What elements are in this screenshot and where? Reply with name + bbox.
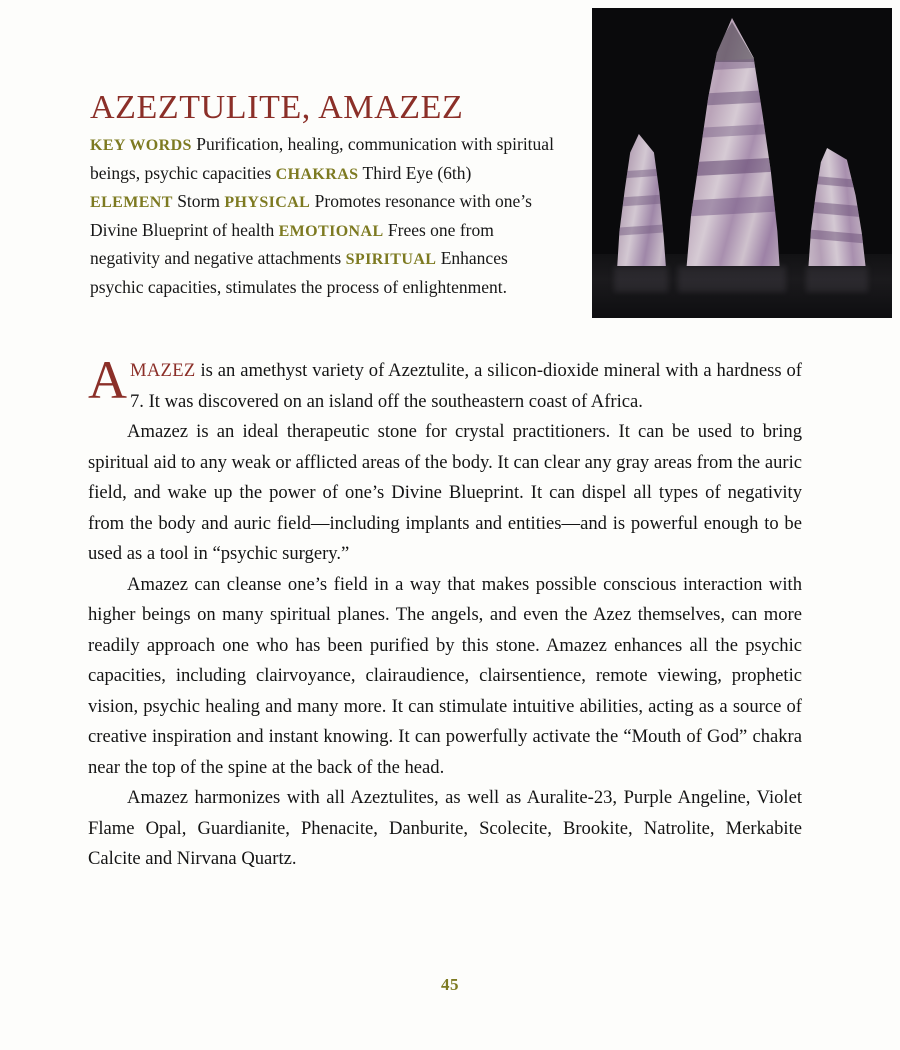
paragraph-4: Amazez harmonizes with all Azeztulites, as well as Auralite-23, Purple Angeline, Violet Flame Opal, Guardianite, Phenacite, Danburite, Scolecite, Brookite, Natrolite, Merkabite Calcite and Nirvana Quartz. xyxy=(88,787,802,869)
paragraph-3: Amazez can cleanse one’s field in a way that makes possible conscious interaction with higher beings on many spiritual planes. The angels, and even the Azez themselves, can more readily approach one who has been purified by this stone. Amazez enhances all the psychic capacities, including clairvoyance, clairaudience, clairsentience, remote viewing, prophetic vision, psychic healing and many more. It can stimulate intuitive abilities, acting as a source of creative inspiration and instant knowing. It can powerfully activate the “Mouth of God” chakra near the top of the spine at the back of the head. xyxy=(88,573,802,778)
label-element: ELEMENT xyxy=(90,194,173,211)
crystal-small-left xyxy=(614,134,668,266)
paragraph-1 xyxy=(88,350,802,417)
value-spiritual: Enhances psychic capacities, stimulates the process of enlightenment. xyxy=(90,248,508,297)
label-emotional: EMOTIONAL xyxy=(278,222,384,240)
paragraph-2: Amazez is an ideal therapeutic stone for crystal practitioners. It can be used to bring spiritual aid to any weak or afflicted areas of the body. It can clear any gray areas from the auric field, and wake up the power of one’s Divine Blueprint. It can dispel all types of negativity from the body and auric field—including implants and entities—and is powerful enough to be used as a tool in “psychic surgery.” xyxy=(88,421,802,564)
value-key-words: Purification, healing, communication with spiritual beings, psychic capacities xyxy=(90,134,554,183)
body-copy xyxy=(88,350,802,875)
drop-cap: A xyxy=(88,350,127,410)
lead-smallcaps: MAZEZ xyxy=(130,360,196,381)
label-physical: PHYSICAL xyxy=(224,194,311,211)
value-physical: Promotes resonance with one’s Divine Blueprint of health xyxy=(90,191,532,240)
keywords-block xyxy=(90,131,558,300)
reflection-main xyxy=(678,266,786,292)
paragraph-1-text: is an amethyst variety of Azeztulite, a silicon-dioxide mineral with a hardness of 7. It was discovered on an island off the southeastern coast of Africa. xyxy=(130,360,802,412)
crystal-main xyxy=(678,18,786,266)
value-emotional: Frees one from negativity and negative attachments xyxy=(90,219,494,268)
label-chakras: CHAKRAS xyxy=(275,165,359,183)
page-number: 45 xyxy=(441,975,459,994)
reflection-left xyxy=(614,266,668,292)
value-chakras: Third Eye (6th) xyxy=(362,162,472,183)
specimen-photo xyxy=(592,8,892,318)
label-spiritual: SPIRITUAL xyxy=(345,251,437,268)
value-element: Storm xyxy=(177,191,220,211)
crystal-small-right xyxy=(806,148,868,266)
label-key-words: KEY WORDS xyxy=(90,137,192,154)
page-title: AZEZTULITE, AMAZEZ xyxy=(90,88,464,126)
reflection-right xyxy=(806,266,868,292)
